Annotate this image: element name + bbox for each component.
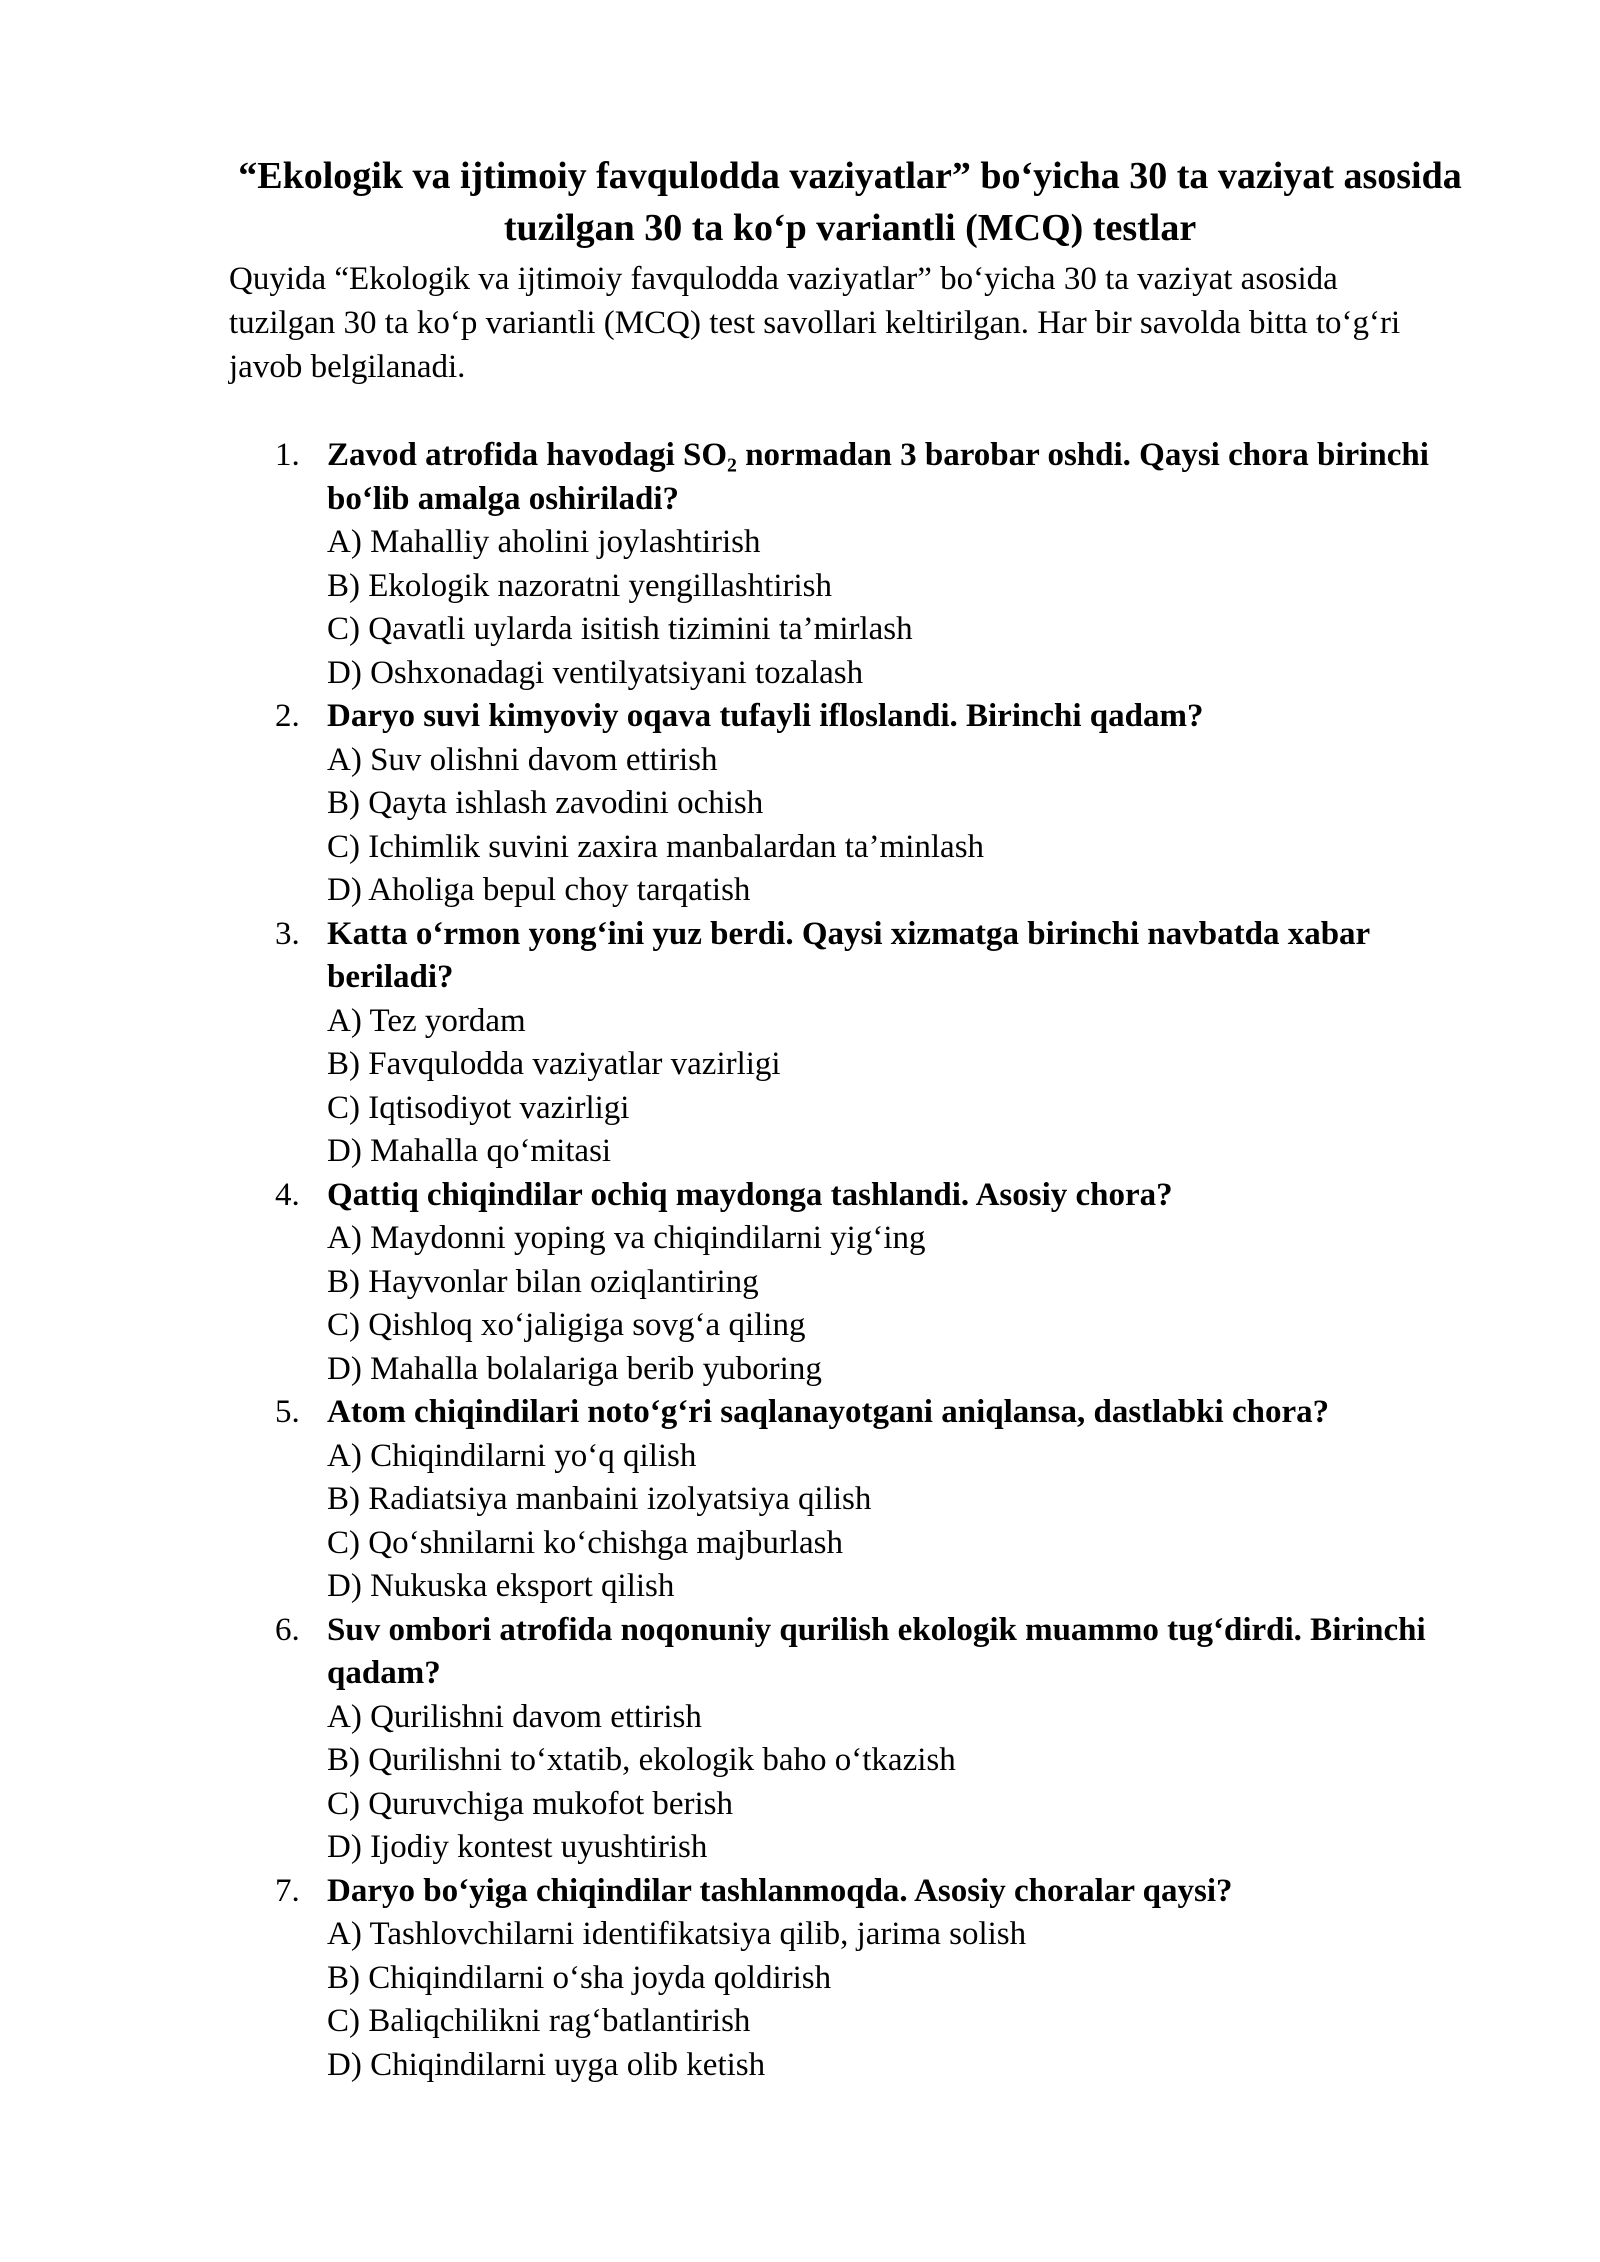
question-number: 6. xyxy=(275,1611,300,1648)
option-a: A) Qurilishni davom ettirish xyxy=(327,1698,702,1735)
option-d: D) Aholiga bepul choy tarqatish xyxy=(327,872,751,908)
question-text: Qattiq chiqindilar ochiq maydonga tashlandi. Asosiy chora? xyxy=(327,1176,1173,1213)
option-d: D) Mahalla qo‘mitasi xyxy=(327,1133,612,1169)
question-text: Katta o‘rmon yong‘ini yuz berdi. Qaysi xizmatga birinchi navbatda xabar beriladi? xyxy=(327,915,1370,995)
option-b: B) Hayvonlar bilan oziqlantiring xyxy=(327,1263,759,1300)
option-b: B) Chiqindilarni o‘sha joyda qoldirish xyxy=(327,1959,832,1996)
question-number: 7. xyxy=(275,1872,300,1909)
option-d: D) Oshxonadagi ventilyatsiyani tozalash xyxy=(327,654,864,691)
question-text: Zavod atrofida havodagi SO₂ normadan 3 barobar oshdi. Qaysi chora birinchi bo‘lib amalga oshiriladi? xyxy=(327,437,1429,517)
question-text: Daryo bo‘yiga chiqindilar tashlanmoqda. Asosiy choralar qaysi? xyxy=(327,1872,1233,1909)
option-c: C) Quruvchiga mukofot berish xyxy=(327,1785,734,1822)
option-a: A) Chiqindilarni yo‘q qilish xyxy=(327,1437,697,1474)
option-d: D) Mahalla bolalariga berib yuboring xyxy=(327,1350,822,1387)
option-b: B) Qayta ishlash zavodini ochish xyxy=(327,785,764,821)
option-c: C) Baliqchilikni rag‘batlantirish xyxy=(327,2003,751,2039)
question-list xyxy=(0,434,1600,2087)
option-d: D) Nukuska eksport qilish xyxy=(327,1568,675,1604)
option-a: A) Suv olishni davom ettirish xyxy=(327,741,718,778)
question-item xyxy=(0,1391,1600,1609)
question-text: Suv ombori atrofida noqonuniy qurilish ekologik muammo tug‘dirdi. Birinchi qadam? xyxy=(327,1611,1426,1691)
question-item xyxy=(0,913,1600,1174)
question-item xyxy=(0,695,1600,913)
question-item xyxy=(0,1609,1600,1870)
intro-paragraph: Quyida “Ekologik va ijtimoiy favqulodda vaziyatlar” bo‘yicha 30 ta vaziyat asosida tuzilgan 30 ta ko‘p variantli (MCQ) test savollari keltirilgan. Har bir savolda bitta to‘g‘ri javob belgilanadi. xyxy=(229,261,1401,385)
question-text: Daryo suvi kimyoviy oqava tufayli ifloslandi. Birinchi qadam? xyxy=(327,698,1204,734)
option-b: B) Favqulodda vaziyatlar vazirligi xyxy=(327,1046,781,1082)
option-a: A) Tez yordam xyxy=(327,1002,526,1039)
option-c: C) Qo‘shnilarni ko‘chishga majburlash xyxy=(327,1524,843,1561)
option-b: B) Radiatsiya manbaini izolyatsiya qilish xyxy=(327,1481,872,1517)
question-item xyxy=(0,1174,1600,1392)
document-title: “Ekologik va ijtimoiy favqulodda vaziyatlar” bo‘yicha 30 ta vaziyat asosida tuzilgan 30 ta ko‘p variantli (MCQ) testlar xyxy=(238,155,1462,249)
question-text: Atom chiqindilari noto‘g‘ri saqlanayotgani aniqlansa, dastlabki chora? xyxy=(327,1394,1330,1430)
option-d: D) Chiqindilarni uyga olib ketish xyxy=(327,2046,766,2083)
question-number: 3. xyxy=(275,915,300,952)
question-number: 5. xyxy=(275,1394,300,1430)
option-c: C) Qavatli uylarda isitish tizimini ta’mirlash xyxy=(327,611,913,647)
option-c: C) Qishloq xo‘jaligiga sovg‘a qiling xyxy=(327,1307,806,1343)
question-number: 1. xyxy=(275,437,300,473)
option-b: B) Ekologik nazoratni yengillashtirish xyxy=(327,567,832,604)
option-d: D) Ijodiy kontest uyushtirish xyxy=(327,1829,708,1865)
option-c: C) Ichimlik suvini zaxira manbalardan ta’minlash xyxy=(327,828,985,865)
question-item xyxy=(0,434,1600,695)
question-number: 2. xyxy=(275,698,300,734)
option-c: C) Iqtisodiyot vazirligi xyxy=(327,1089,630,1126)
question-number: 4. xyxy=(275,1176,300,1213)
option-b: B) Qurilishni to‘xtatib, ekologik baho o‘tkazish xyxy=(327,1742,956,1778)
option-a: A) Tashlovchilarni identifikatsiya qilib, jarima solish xyxy=(327,1916,1027,1952)
option-a: A) Maydonni yoping va chiqindilarni yig‘ing xyxy=(327,1220,926,1256)
option-a: A) Mahalliy aholini joylashtirish xyxy=(327,524,761,560)
question-item xyxy=(0,1870,1600,2088)
